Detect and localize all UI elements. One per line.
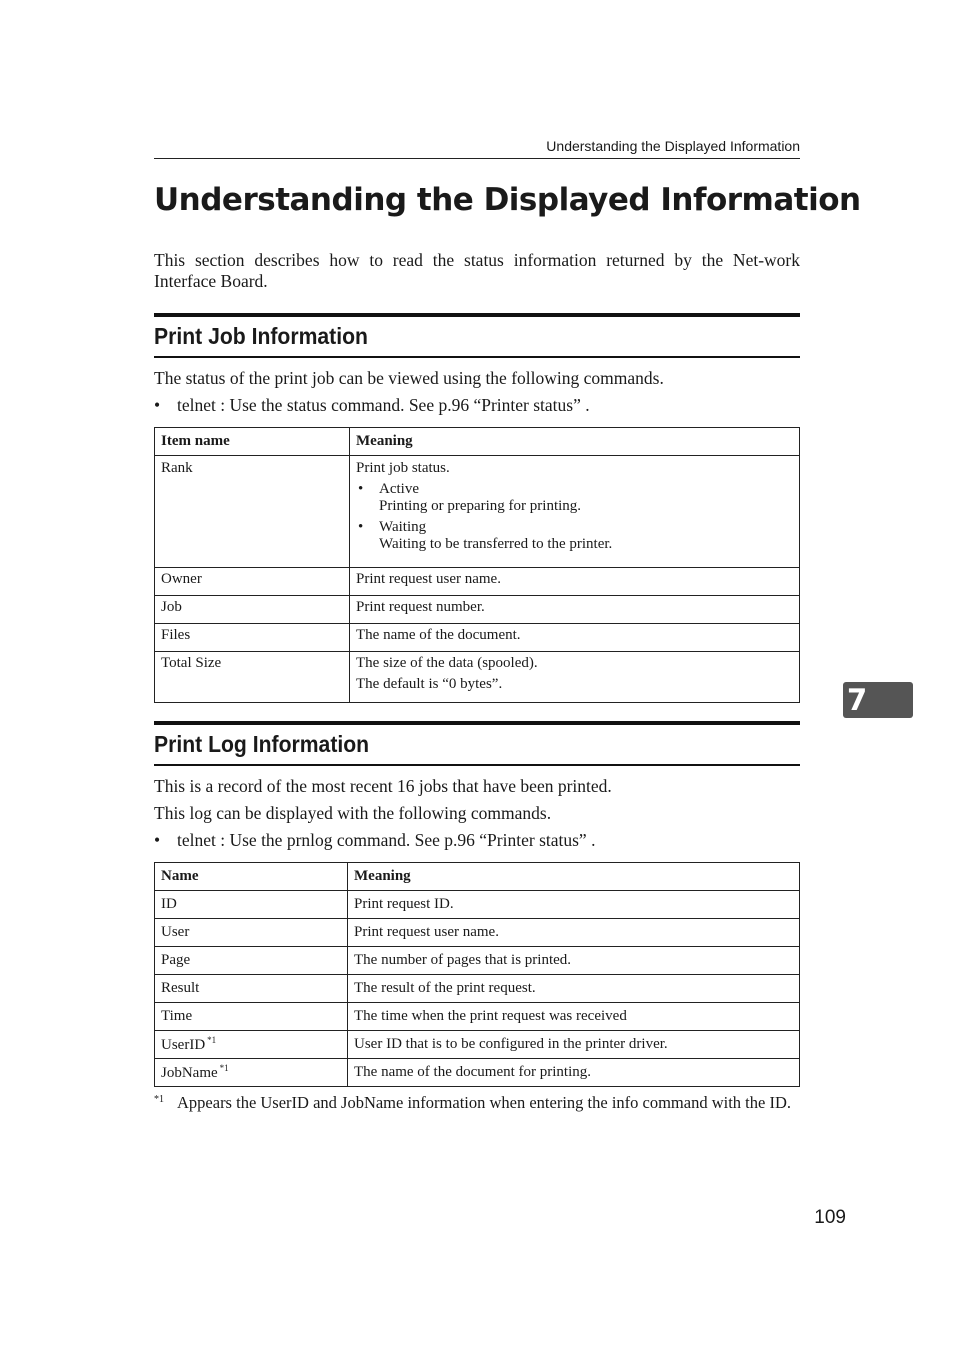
footnote-mark: *1: [154, 1094, 164, 1105]
table-row: [155, 947, 800, 975]
print-log-description-1: This is a record of the most recent 16 jobs that have been printed.: [154, 776, 612, 796]
footnote-ref: *1: [219, 1063, 229, 1073]
running-header: Understanding the Displayed Information: [154, 138, 800, 159]
cell-name: [155, 1031, 348, 1059]
cell-meaning: Print request number.: [350, 596, 800, 624]
table-row: [155, 1031, 800, 1059]
print-job-bullet-text: telnet : Use the status command. See p.96 “Printer status” .: [177, 395, 590, 415]
cell-meaning: The name of the document for printing.: [348, 1059, 800, 1087]
cell-name: User: [155, 919, 348, 947]
bullet-icon: •: [358, 481, 364, 497]
table-row: [155, 568, 800, 596]
cell-name: Rank: [155, 456, 350, 568]
footnote-ref: *1: [207, 1035, 217, 1045]
print-log-heading: Print Log Information: [154, 731, 370, 757]
table-row: [155, 919, 800, 947]
cell-meaning: Print request user name.: [348, 919, 800, 947]
rank-item-active: [356, 481, 793, 515]
rank-meaning: Print job status.: [356, 460, 450, 476]
rank-item-label: Waiting: [379, 519, 427, 535]
print-job-bullet: [154, 395, 800, 416]
footnote-text: Appears the UserID and JobName information when entering the info command with the ID.: [177, 1093, 791, 1112]
table-row: [155, 891, 800, 919]
column-header-item-name: Item name: [155, 428, 350, 456]
cell-name: Result: [155, 975, 348, 1003]
cell-meaning: [350, 456, 800, 568]
cell-meaning: User ID that is to be configured in the printer driver.: [348, 1031, 800, 1059]
cell-meaning: The time when the print request was received: [348, 1003, 800, 1031]
print-job-heading: Print Job Information: [154, 323, 368, 349]
table-row: [155, 652, 800, 703]
cell-meaning: Print request ID.: [348, 891, 800, 919]
bullet-icon: •: [154, 395, 161, 415]
cell-meaning: The result of the print request.: [348, 975, 800, 1003]
page-title: Understanding the Displayed Information: [154, 182, 861, 218]
print-log-bullet-text: telnet : Use the prnlog command. See p.96 “Printer status” .: [177, 830, 596, 850]
rank-item-desc: Printing or preparing for printing.: [379, 498, 582, 514]
cell-meaning: The number of pages that is printed.: [348, 947, 800, 975]
rank-item-label: Active: [379, 481, 419, 497]
column-header-name: Name: [155, 863, 348, 891]
cell-name: [155, 1059, 348, 1087]
table-row: [155, 624, 800, 652]
cell-name: Total Size: [155, 652, 350, 703]
cell-name: Files: [155, 624, 350, 652]
page-number: 109: [814, 1207, 846, 1228]
bullet-icon: •: [358, 519, 364, 535]
print-log-table: [154, 862, 800, 1087]
total-size-meaning: The size of the data (spooled).: [356, 655, 538, 671]
cell-meaning: [350, 652, 800, 703]
cell-name-text: JobName: [161, 1065, 218, 1081]
print-log-bullet: [154, 830, 800, 851]
table-header-row: [155, 863, 800, 891]
table-row: [155, 975, 800, 1003]
cell-name-text: UserID: [161, 1037, 206, 1053]
rank-item-waiting: [356, 519, 793, 553]
bullet-icon: •: [154, 830, 161, 850]
cell-name: Time: [155, 1003, 348, 1031]
print-log-section-heading: [154, 721, 800, 766]
table-row: [155, 1003, 800, 1031]
table-row: [155, 1059, 800, 1087]
print-job-section-heading: [154, 313, 800, 358]
table-row: [155, 596, 800, 624]
column-header-meaning: Meaning: [350, 428, 800, 456]
table-row: [155, 456, 800, 568]
cell-name: Job: [155, 596, 350, 624]
column-header-meaning: Meaning: [348, 863, 800, 891]
print-job-table: [154, 427, 800, 703]
intro-paragraph: This section describes how to read the status information returned by the Net-work Interface Board.: [154, 250, 800, 291]
cell-meaning: Print request user name.: [350, 568, 800, 596]
cell-name: ID: [155, 891, 348, 919]
cell-name: Owner: [155, 568, 350, 596]
rank-item-desc: Waiting to be transferred to the printer.: [379, 536, 613, 552]
print-job-description: The status of the print job can be viewed using the following commands.: [154, 368, 664, 388]
print-log-description-2: This log can be displayed with the following commands.: [154, 803, 552, 823]
cell-meaning: The name of the document.: [350, 624, 800, 652]
footnote: [154, 1094, 800, 1111]
cell-name: Page: [155, 947, 348, 975]
total-size-default: The default is “0 bytes”.: [356, 676, 503, 692]
table-header-row: [155, 428, 800, 456]
chapter-tab: 7: [843, 682, 913, 718]
